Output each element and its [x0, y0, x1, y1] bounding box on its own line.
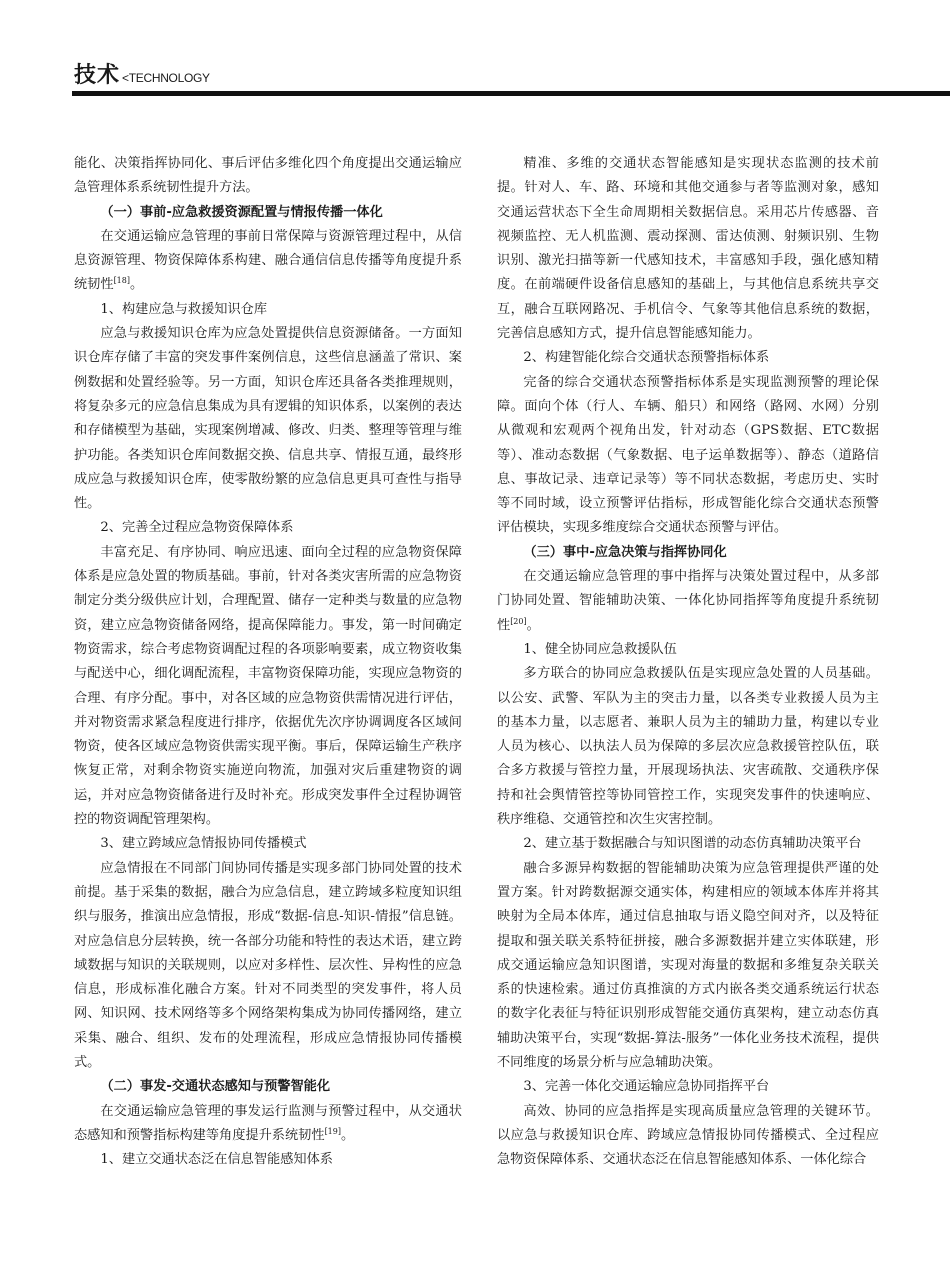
paragraph-text: 在交通运输应急管理的事中指挥与决策处置过程中，从多部门协同处置、智能辅助决策、一体化协同指挥等角度提升系统韧性	[497, 569, 879, 633]
subsection-heading: 1、健全协同应急救援队伍	[523, 641, 677, 657]
punctuation: 。	[340, 1127, 355, 1143]
paragraph: 应急与救援知识仓库为应急处置提供信息资源储备。一方面知识仓库存储了丰富的突发事件案例信息，这些信息涵盖了常识、案例数据和处置经验等。另一方面，知识仓库还具备各类推理规则，将复杂多元的应急信息集成为具有逻辑的知识体系，以案例的表达和存储模型为基础，实现案例增减、修改、归类、整理等管理与维护功能。各类知识仓库间数据交换、信息共享、情报互通，最终形成应急与救援知识仓库，使零散纷繁的应急信息更具可查性与指导性。	[74, 326, 462, 512]
paragraph: 高效、协同的应急指挥是实现高质量应急管理的关键环节。以应急与救援知识仓库、跨域应急情报协同传播模式、全过程应急物资保障体系、交通状态泛在信息智能感知体系、一体化综合	[497, 1103, 879, 1168]
subsection-heading: 3、完善一体化交通运输应急协同指挥平台	[523, 1079, 770, 1095]
subsection-heading: 2、构建智能化综合交通状态预警指标体系	[523, 350, 770, 366]
paragraph	[74, 225, 462, 298]
header-rule	[72, 91, 950, 96]
paragraph	[74, 1100, 462, 1149]
subsection-heading: 1、构建应急与救援知识仓库	[100, 301, 268, 317]
subsection-heading: 2、建立基于数据融合与知识图谱的动态仿真辅助决策平台	[523, 836, 862, 852]
paragraph: 完备的综合交通状态预警指标体系是实现监测预警的理论保障。面向个体（行人、车辆、船只）和网络（路网、水网）分别从微观和宏观两个视角出发，针对动态（GPS数据、ETC数据等）、准动态数据（气象数据、电子运单数据等）、静态（道路信息、事故记录、违章记录等）等不同状态数据，考虑历史、实时等不同时域，设立预警评估指标，形成智能化综合交通状态预警评估模块，实现多维度综合交通状态预警与评估。	[497, 374, 879, 536]
subsection-heading: 1、建立交通状态泛在信息智能感知体系	[100, 1152, 333, 1168]
section-heading: （一）事前-应急救援资源配置与情报传播一体化	[100, 204, 383, 220]
paragraph: 融合多源异构数据的智能辅助决策为应急管理提供严谨的处置方案。针对跨数据源交通实体，构建相应的领域本体库并将其映射为全局本体库，通过信息抽取与语义隐空间对齐，以及特征提取和强关联关系特征拼接，融合多源数据并建立实体联建，形成交通运输应急知识图谱，实现对海量的数据和多维复杂关联关系的快速检索。通过仿真推演的方式内嵌各类交通系统运行状态的数字化表征与特征识别形成智能交通仿真架构，建立动态仿真辅助决策平台，实现“数据-算法-服务”一体化业务技术流程，提供不同维度的场景分析与应急辅助决策。	[497, 860, 879, 1070]
section-heading: （二）事发-交通状态感知与预警智能化	[100, 1079, 331, 1095]
paragraph: 丰富充足、有序协同、响应迅速、面向全过程的应急物资保障体系是应急处置的物质基础。事前，针对各类灾害所需的应急物资制定分类分级供应计划，合理配置、储存一定种类与数量的应急物资，建立应急物资储备网络，提高保障能力。事发，第一时间确定物资需求，综合考虑物资调配过程的各项影响要素，成立物资收集与配送中心，细化调配流程，丰富物资保障功能，实现应急物资的合理、有序分配。事中，对各区域的应急物资供需情况进行评估，并对物资需求紧急程度进行排序，依据优先次序协调调度各区域间物资，使各区域应急物资供需实现平衡。事后，保障运输生产秩序恢复正常，对剩余物资实施逆向物流，加强对灾后重建物资的调运，并对应急物资储备进行及时补充。形成突发事件全过程协调管控的物资调配管理架构。	[74, 544, 462, 828]
paragraph: 多方联合的协同应急救援队伍是实现应急处置的人员基础。以公安、武警、军队为主的突击力量，以各类专业救援人员为主的基本力量，以志愿者、兼职人员为主的辅助力量，构建以专业人员为核心、以执法人员为保障的多层次应急救援管控队伍，联合多方救援与管控力量，开展现场执法、灾害疏散、交通秩序保持和社会舆情管控等协同管控工作，实现突发事件的快速响应、秩序维稳、交通管控和次生灾害控制。	[497, 666, 879, 828]
paragraph-text: 在交通运输应急管理的事前日常保障与资源管理过程中，从信息资源管理、物资保障体系构建、融合通信信息传播等角度提升系统韧性	[74, 228, 462, 293]
subsection-heading: 3、建立跨域应急情报协同传播模式	[100, 836, 307, 852]
right-column	[497, 152, 879, 1172]
citation: [19]	[324, 1126, 341, 1136]
paragraph: 应急情报在不同部门间协同传播是实现多部门协同处置的技术前提。基于采集的数据，融合为应急信息，建立跨域多粒度知识组织与服务，推演出应急情报，形成“数据-信息-知识-情报”信息链。对应急信息分层转换，统一各部分功能和特性的表达术语，建立跨域数据与知识的关联规则，以应对多样性、层次性、异构性的应急信息，形成标准化融合方案。针对不同类型的突发事件，将人员网、知识网、技术网络等多个网络架构集成为协同传播网络，建立采集、融合、组织、发布的处理流程，形成应急情报协同传播模式。	[74, 860, 462, 1070]
punctuation: 。	[526, 617, 540, 633]
paragraph: 能化、决策指挥协同化、事后评估多维化四个角度提出交通运输应急管理体系系统韧性提升方法。	[74, 156, 462, 196]
section-subtitle: <TECHNOLOGY	[122, 71, 210, 85]
citation: [18]	[113, 276, 130, 286]
paragraph-text: 在交通运输应急管理的事发运行监测与预警过程中，从交通状态感知和预警指标构建等角度提升系统韧性	[74, 1103, 462, 1143]
section-heading: （三）事中-应急决策与指挥协同化	[523, 544, 727, 560]
subsection-heading: 2、完善全过程应急物资保障体系	[100, 520, 294, 536]
paragraph: 精准、多维的交通状态智能感知是实现状态监测的技术前提。针对人、车、路、环境和其他交通参与者等监测对象，感知交通运营状态下全生命周期相关数据信息。采用芯片传感器、音视频监控、无人机监测、震动探测、雷达侦测、射频识别、生物识别、激光扫描等新一代感知技术，丰富感知手段，强化感知精度。在前端硬件设备信息感知的基础上，与其他信息系统共享交互，融合互联网路况、手机信令、气象等其他信息系统的数据，完善信息感知方式，提升信息智能感知能力。	[497, 156, 879, 342]
paragraph	[497, 565, 879, 638]
left-column	[74, 152, 462, 1172]
citation: [20]	[510, 616, 527, 626]
section-title: 技术	[74, 63, 121, 88]
punctuation: 。	[129, 277, 144, 293]
page-header	[74, 58, 210, 88]
